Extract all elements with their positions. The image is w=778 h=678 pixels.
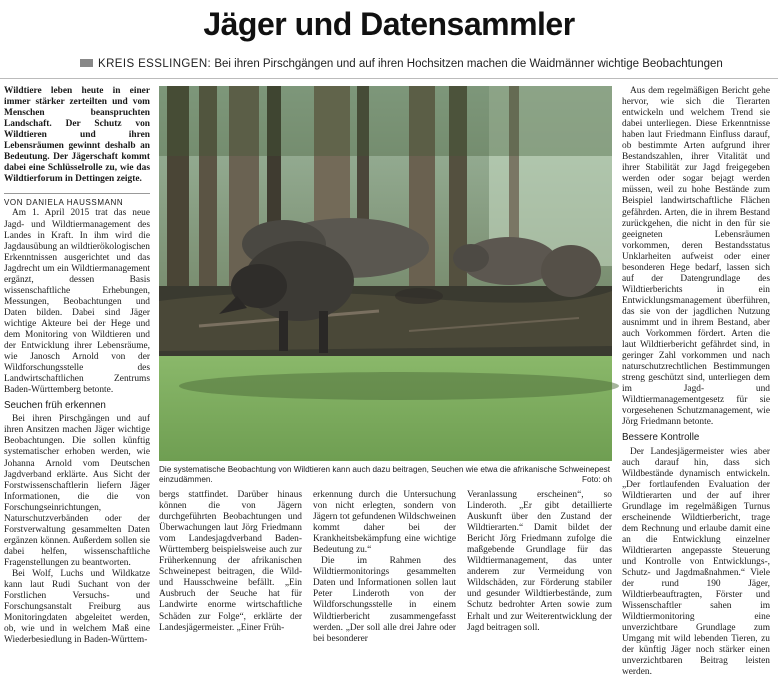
subhead-place: KREIS ESSLINGEN: bbox=[98, 58, 211, 70]
paragraph: Aus dem regelmäßigen Bericht gehe hervor, wie sich die Tierarten entwickeln und welchem Trend sie dabei unterliegen. Diese Erkenntnisse haben laut Friedmann Einfluss darauf, ob bestimmte Arten aufgrund ihrer Bestandszahlen, ihrer Vitalität und ihrer Stabilität zur Jagd freigegeben werden oder sogar bejagt werden müssen, weil zu hohe Bestände zum Beispiel landwirtschaftliche Flächen gefährden. Arten, die in ihrem Bestand zurückgehen, die nicht in den für sie geeigneten Lebensräumen vorkommen, deren Bestandsstatus Unklarheiten aufweist oder einer besonderen Hege bedarf, lassen sich auf der Datengrundlage des Wildtierberichts in ein Entwicklungsmanagement überführen, das sie von der jagdlichen Nutzung ausnimmt und in ihrem Bestand, aber auch Vorkommen fördert. Arten die laut Wildtierbericht gefährdet sind, in geringer Zahl vorkommen und nach naturschutzrechtlichen Bestimmungen streng geschützt sind, unterliegen dem im Jagd- und Wildtiermanagementgesetz für sie vorgesehenen Schutzmanagement, wie Jörg Friedmann betonte. bbox=[622, 86, 770, 428]
paragraph: erkennung durch die Untersuchung von nicht erlegten, sondern von Jägern tot gefundenen Wildschweinen kommt daher bei der Krankheitsbekämpfung eine wichtige Bedeutung zu.“ bbox=[313, 490, 456, 556]
paragraph: Die im Rahmen des Wildtiermonitorings gesammelten Daten und Informationen sollen laut Peter Linderoth von der Wildforschungsstelle in einem Wildtierbericht zusammengefasst werden. „Der soll alle drei Jahre oder bei besonderer bbox=[313, 556, 456, 644]
photo-credit: Foto: oh bbox=[582, 475, 612, 485]
column-3 bbox=[313, 490, 456, 620]
paragraph: Veranlassung erscheinen“, so Linderoth. „Er gibt detaillierte Auskunft über den Zustand der Wildtierarten.“ Damit bildet der Bericht Jörg Friedmann zufolge die maßgebende Grundlage für das Wildtiermanagement, das unter anderem zur Vermeidung von Wildschäden, zur Förderung stabiler und gesunder Wildtierbestände, zum Schutz bedrohter Arten sowie zum Erhalt und zur Weiterentwicklung der Jagd beitragen soll. bbox=[467, 490, 612, 634]
column-4 bbox=[467, 490, 612, 620]
wild-boar-photo bbox=[159, 86, 612, 461]
photo-illustration bbox=[159, 86, 612, 461]
byline: VON DANIELA HAUSSMANN bbox=[4, 193, 150, 208]
subheading: Bessere Kontrolle bbox=[622, 432, 770, 443]
paragraph: Bei Wolf, Luchs und Wildkatze kann laut Rudi Suchant von der Forstlichen Versuchs- und Forschungsanstalt Freiburg aus Monitoringdaten abgeleitet werden, ob, wie und in welchem Maß eine Wiederbesiedlung in Baden-Württem- bbox=[4, 569, 150, 646]
subhead-marker bbox=[80, 59, 93, 67]
subhead bbox=[80, 58, 740, 70]
headline: Jäger und Datensammler bbox=[0, 6, 778, 43]
paragraph: Bei ihren Pirschgängen und auf ihren Ansitzen machen Jäger wichtige Beobachtungen. Die sollen künftig systematischer erhoben werden, wie Johanna Arnold vom Deutschen Jagdverband erklärte. Aus Sicht der Forstwissenschaftlerin liefern Jäger Informationen, die die von Forschungseinrichtungen, Naturschutzverbänden oder der Forstverwaltung gesammelten Daten ergänzen können. Außerdem sollen sie dabei helfen, wissenschaftliche Fragenstellungen zu beantworten. bbox=[4, 414, 150, 569]
column-1 bbox=[4, 86, 150, 619]
subhead-text: Bei ihren Pirschgängen und auf ihren Hochsitzen machen die Waidmänner wichtige Beobachtungen bbox=[211, 58, 723, 70]
column-5 bbox=[622, 86, 770, 619]
lead-paragraph: Wildtiere leben heute in einer immer stärker zerteilten und vom Menschen beanspruchten Landschaft. Der Schutz von Wildtieren und ihren Lebensräumen gewinnt deshalb an Bedeutung. Der Jägerschaft kommt dabei eine Schlüsselrolle zu, wie das Wildtierforum in Dettingen zeigte. bbox=[4, 86, 150, 185]
paragraph: bergs stattfindet. Darüber hinaus können die von Jägern durchgeführten Beobachtungen und Überwachungen laut Jörg Friedmann vom Landesjagdverband Baden-Württemberg beispielsweise auch zur Früherkennung der afrikanischen Schweinepest beitragen, die Wild- und Hausschweine befällt. „Ein Ausbruch der Seuche hat für Landwirte enorme wirtschaftliche Schäden zur Folge“, erklärte der Landesjägermeister. „Einer Früh- bbox=[159, 490, 302, 634]
top-rule bbox=[0, 78, 778, 79]
subheading: Seuchen früh erkennen bbox=[4, 400, 150, 411]
column-2 bbox=[159, 490, 302, 620]
paragraph: Der Landesjägermeister wies aber auch darauf hin, dass sich Wildbestände dynamisch entwickeln. „Der fortlaufenden Evaluation der Wildtierarten und der auf ihrer Grundlage im regelmäßigen Turnus erscheinende Wildtierbericht, trage dem Rechnung und erlaube damit eine an die Entwicklung einzelner Wildtierarten angepasste Steuerung und Kontrolle von Entwicklungs-, Schutz- und Jagdmaßnahmen.“ Viele der rund 190 Jäger, Wildtierbeauftragten, Förster und Wissenschaftler sahen im Wildtiermonitoring eine unverzichtbare Grundlage zum Umgang mit wild lebenden Tieren, zu der künftig Jäger noch stärker einen unverzichtbaren Beitrag leisten werden. bbox=[622, 447, 770, 678]
paragraph: Am 1. April 2015 trat das neue Jagd- und Wildtiermanagement des Landes in Kraft. In ihm wird die Jagdausübung an wildtierökologischen Erkenntnissen ausgerichtet und das Jagdrecht um ein Wildtiermanagement ergänzt, dessen Basis wissenschaftliche Erhebungen, Messungen, Beobachtungen und Daten bilden. Dabei sind Jäger wichtige Akteure bei der Hege und dem Monitoring von Wildtieren und der Entwicklung ihrer Lebensräume, wie Janosch Arnold von der Wildforschungsstelle des Landwirtschaftlichen Zentrums Baden-Württemberg betonte. bbox=[4, 208, 150, 396]
photo-caption bbox=[159, 465, 612, 485]
caption-text: Die systematische Beobachtung von Wildtieren kann auch dazu beitragen, Seuchen wie etwa die afrikanische Schweinepest einzudämmen. bbox=[159, 465, 610, 484]
